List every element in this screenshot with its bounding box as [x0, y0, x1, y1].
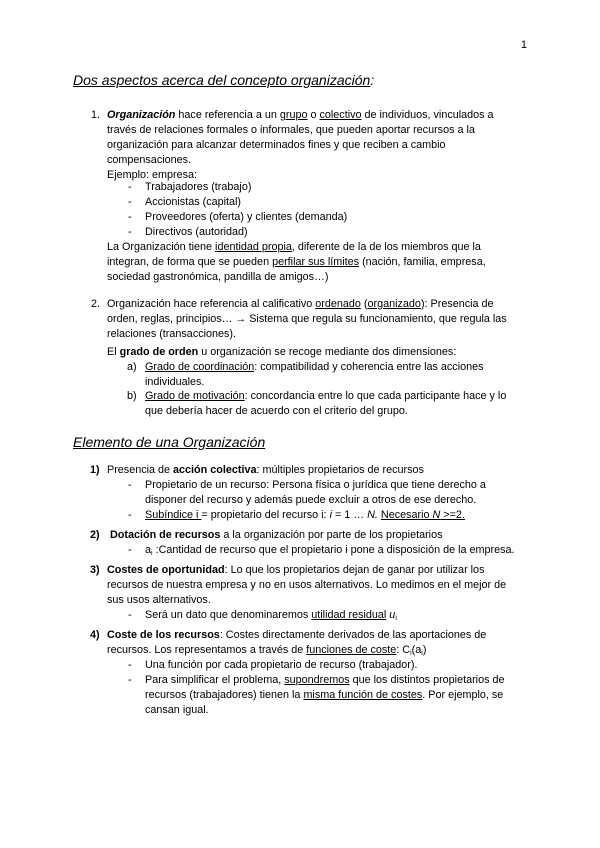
- element-1-text: Presencia de acción colectiva: múltiples propietarios de recursos: [107, 464, 424, 476]
- list-item: Directivos (autoridad): [145, 226, 248, 238]
- element-3-number: 3): [90, 564, 100, 576]
- sub-b-label: b): [127, 390, 137, 402]
- section-title-2: Elemento de una Organización: [73, 434, 266, 450]
- element-4-detail-2: Para simplificar el problema, supondremos que los distintos propietarios de recursos (trabajadores) tienen la misma función de costes. Por ejemplo, se cansan igual.: [145, 674, 505, 716]
- page-number: 1: [520, 39, 527, 51]
- sub-a-label: a): [127, 361, 137, 373]
- item-1-text: Organización hace referencia a un grupo o colectivo de individuos, vinculados a través de relaciones formales o informales, que pueden aportar recursos a la organización para alcanzar determinados fines y que reciben a cambio compensaciones. Ejemplo: empresa:: [107, 109, 494, 181]
- section-title-1: Dos aspectos acerca del concepto organización:: [73, 72, 375, 88]
- element-2-text: Dotación de recursos a la organización por parte de los propietarios: [110, 529, 443, 541]
- element-2-number: 2): [90, 529, 100, 541]
- item-1-number: 1.: [91, 109, 101, 121]
- sub-b-text: Grado de motivación: concordancia entre lo que cada participante hace y lo que debería hacer de acuerdo con el criterio del grupo.: [145, 390, 507, 417]
- element-1-detail-1: Propietario de un recurso: Persona física o jurídica que tiene derecho a disponer del recurso y además puede excluir a otros de ese derecho.: [145, 479, 486, 506]
- item-2-text: Organización hace referencia al calificativo ordenado (organizado): Presencia de orden, reglas, principios… → Sistema que regula su funcionamiento, que regula las relaciones (transacciones). El grado de orden u organización se recoge mediante dos dimensiones:: [107, 298, 507, 358]
- element-3-detail: Será un dato que denominaremos utilidad residual $u_i$: [145, 609, 397, 622]
- element-4-detail-1: Una función por cada propietario de recurso (trabajador).: [145, 659, 418, 671]
- element-1-number: 1): [90, 464, 100, 476]
- element-1-detail-2: Subíndice i = propietario del recurso i: i = 1 … N. Necesario N >=2.: [145, 509, 465, 521]
- element-4-text: Coste de los recursos: Costes directamente derivados de las aportaciones de recursos. Los representamos a través de funciones de coste: $C_i(a_i)$: [107, 629, 487, 657]
- sub-a-text: Grado de coordinación: compatibilidad y coherencia entre las acciones individuales.: [145, 361, 484, 388]
- element-2-detail: $a_i$ :Cantidad de recurso que el propietario i pone a disposición de la empresa.: [145, 544, 515, 557]
- list-item: Accionistas (capital): [145, 196, 242, 208]
- list-item: Trabajadores (trabajo): [145, 181, 252, 193]
- element-4-number: 4): [90, 629, 100, 641]
- item-2-number: 2.: [91, 298, 101, 310]
- item-1-paragraph: La Organización tiene identidad propia, diferente de la de los miembros que la integran, de forma que se pueden perfilar sus límites (nación, familia, empresa, sociedad gastronómica, pandilla de amigos…): [107, 241, 486, 283]
- list-item: Proveedores (oferta) y clientes (demanda): [145, 211, 348, 223]
- element-3-text: Costes de oportunidad: Lo que los propietarios dejan de ganar por utilizar los recursos de nuestra empresa y no en usos alternativos. Lo medimos en el mejor de sus usos alternativos.: [107, 564, 507, 606]
